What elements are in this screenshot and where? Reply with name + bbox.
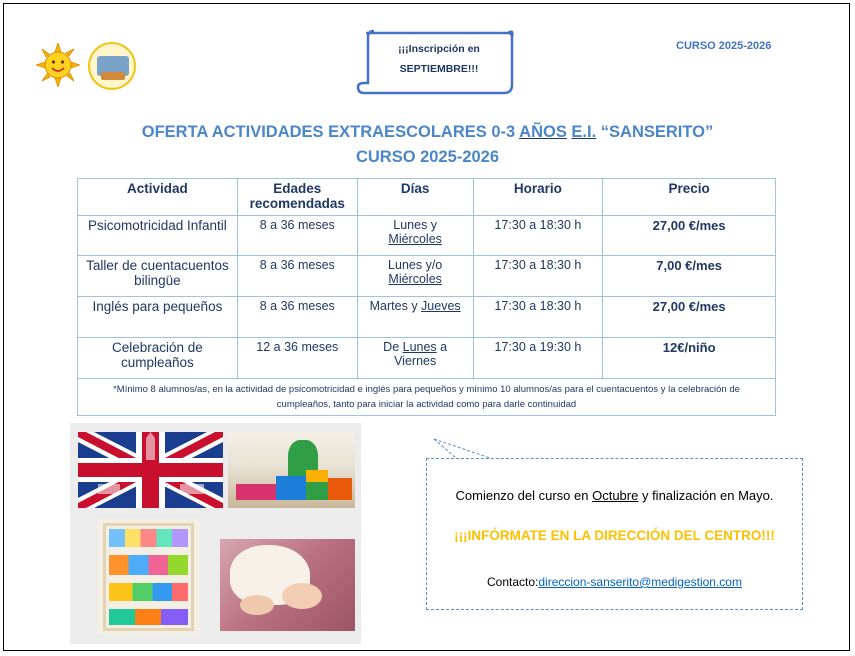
col-header-actividad: Actividad (78, 179, 238, 216)
course-month: Octubre (592, 488, 639, 503)
cell-dias (357, 256, 473, 297)
cell-horario: 17:30 a 18:30 h (473, 297, 603, 338)
page-title (0, 123, 855, 142)
col-header-horario: Horario (473, 179, 603, 216)
cell-actividad: Inglés para pequeños (78, 297, 238, 338)
page-subtitle: CURSO 2025-2026 (355, 148, 500, 166)
bookshelf-image (97, 519, 200, 635)
contact-label: Contacto: (487, 575, 539, 589)
cell-actividad: Psicomotricidad Infantil (78, 216, 238, 256)
cell-horario: 17:30 a 19:30 h (473, 338, 603, 379)
course-dates-text (427, 486, 802, 505)
col-header-precio: Precio (603, 179, 776, 216)
course-label-top: CURSO 2025-2026 (676, 40, 772, 52)
table-footnote: *Mínimo 8 alumnos/as, en la actividad de psicomotricidad e inglés para pequeños y mínimo 10 alumnos/as para el cuentacuentos y la celebración de cumpleaños, tanto para iniciar la actividad como para darle continuidad (77, 378, 776, 416)
contact-line (427, 575, 802, 589)
cell-precio: 7,00 €/mes (603, 256, 776, 297)
dias-text-end: a Viernes (394, 340, 448, 368)
cell-horario: 17:30 a 18:30 h (473, 216, 603, 256)
title-ei: E.I. (571, 123, 597, 141)
table-row (78, 297, 776, 338)
cell-dias (357, 338, 473, 379)
title-part-1: OFERTA ACTIVIDADES EXTRAESCOLARES 0-3 (141, 123, 520, 141)
course-dates-suffix: y finalización en Mayo. (638, 488, 774, 503)
cell-precio: 27,00 €/mes (603, 216, 776, 256)
title-anos: AÑOS (519, 123, 567, 141)
table-row (78, 216, 776, 256)
banner-line-2: SEPTIEMBRE!!! (399, 63, 479, 75)
cell-actividad: Celebración de cumpleaños (78, 338, 238, 379)
dias-day: Lunes (402, 340, 437, 354)
dias-text: Lunes y (393, 218, 438, 232)
photo-collage (70, 423, 361, 644)
cell-dias (357, 297, 473, 338)
dias-day: Miércoles (388, 272, 442, 286)
inscription-banner (356, 27, 516, 99)
cell-precio: 12€/niño (603, 338, 776, 379)
info-highlight: ¡¡¡INFÓRMATE EN LA DIRECCIÓN DEL CENTRO!!! (454, 528, 775, 543)
school-logo (88, 42, 136, 90)
cell-edades: 8 a 36 meses (237, 297, 357, 338)
info-callout (426, 458, 803, 610)
cell-edades: 12 a 36 meses (237, 338, 357, 379)
activities-table (77, 178, 776, 379)
sun-icon (36, 43, 80, 87)
contact-email-link[interactable]: direccion-sanserito@medigestion.com (538, 575, 742, 589)
cell-edades: 8 a 36 meses (237, 256, 357, 297)
table-row (78, 338, 776, 379)
banner-line-1: ¡¡¡Inscripción en (398, 43, 480, 55)
dias-text: De (383, 340, 403, 354)
cell-dias (357, 216, 473, 256)
cell-edades: 8 a 36 meses (237, 216, 357, 256)
cell-horario: 17:30 a 18:30 h (473, 256, 603, 297)
table-row (78, 256, 776, 297)
course-dates-prefix: Comienzo del curso en (455, 488, 593, 503)
psychomotor-room-image (228, 432, 355, 508)
dias-day: Jueves (421, 299, 461, 313)
cell-precio: 27,00 €/mes (603, 297, 776, 338)
title-part-2: “SANSERITO” (596, 123, 714, 141)
dias-text: Lunes y/o (388, 258, 443, 272)
col-header-dias: Días (357, 179, 473, 216)
dias-text: Martes y (369, 299, 422, 313)
table-header-row (78, 179, 776, 216)
cell-actividad: Taller de cuentacuentos bilingüe (78, 256, 238, 297)
baby-crawling-image (220, 539, 355, 631)
dias-day: Miércoles (388, 232, 442, 246)
union-jack-london-image (78, 432, 223, 508)
col-header-edades: Edades recomendadas (237, 179, 357, 216)
